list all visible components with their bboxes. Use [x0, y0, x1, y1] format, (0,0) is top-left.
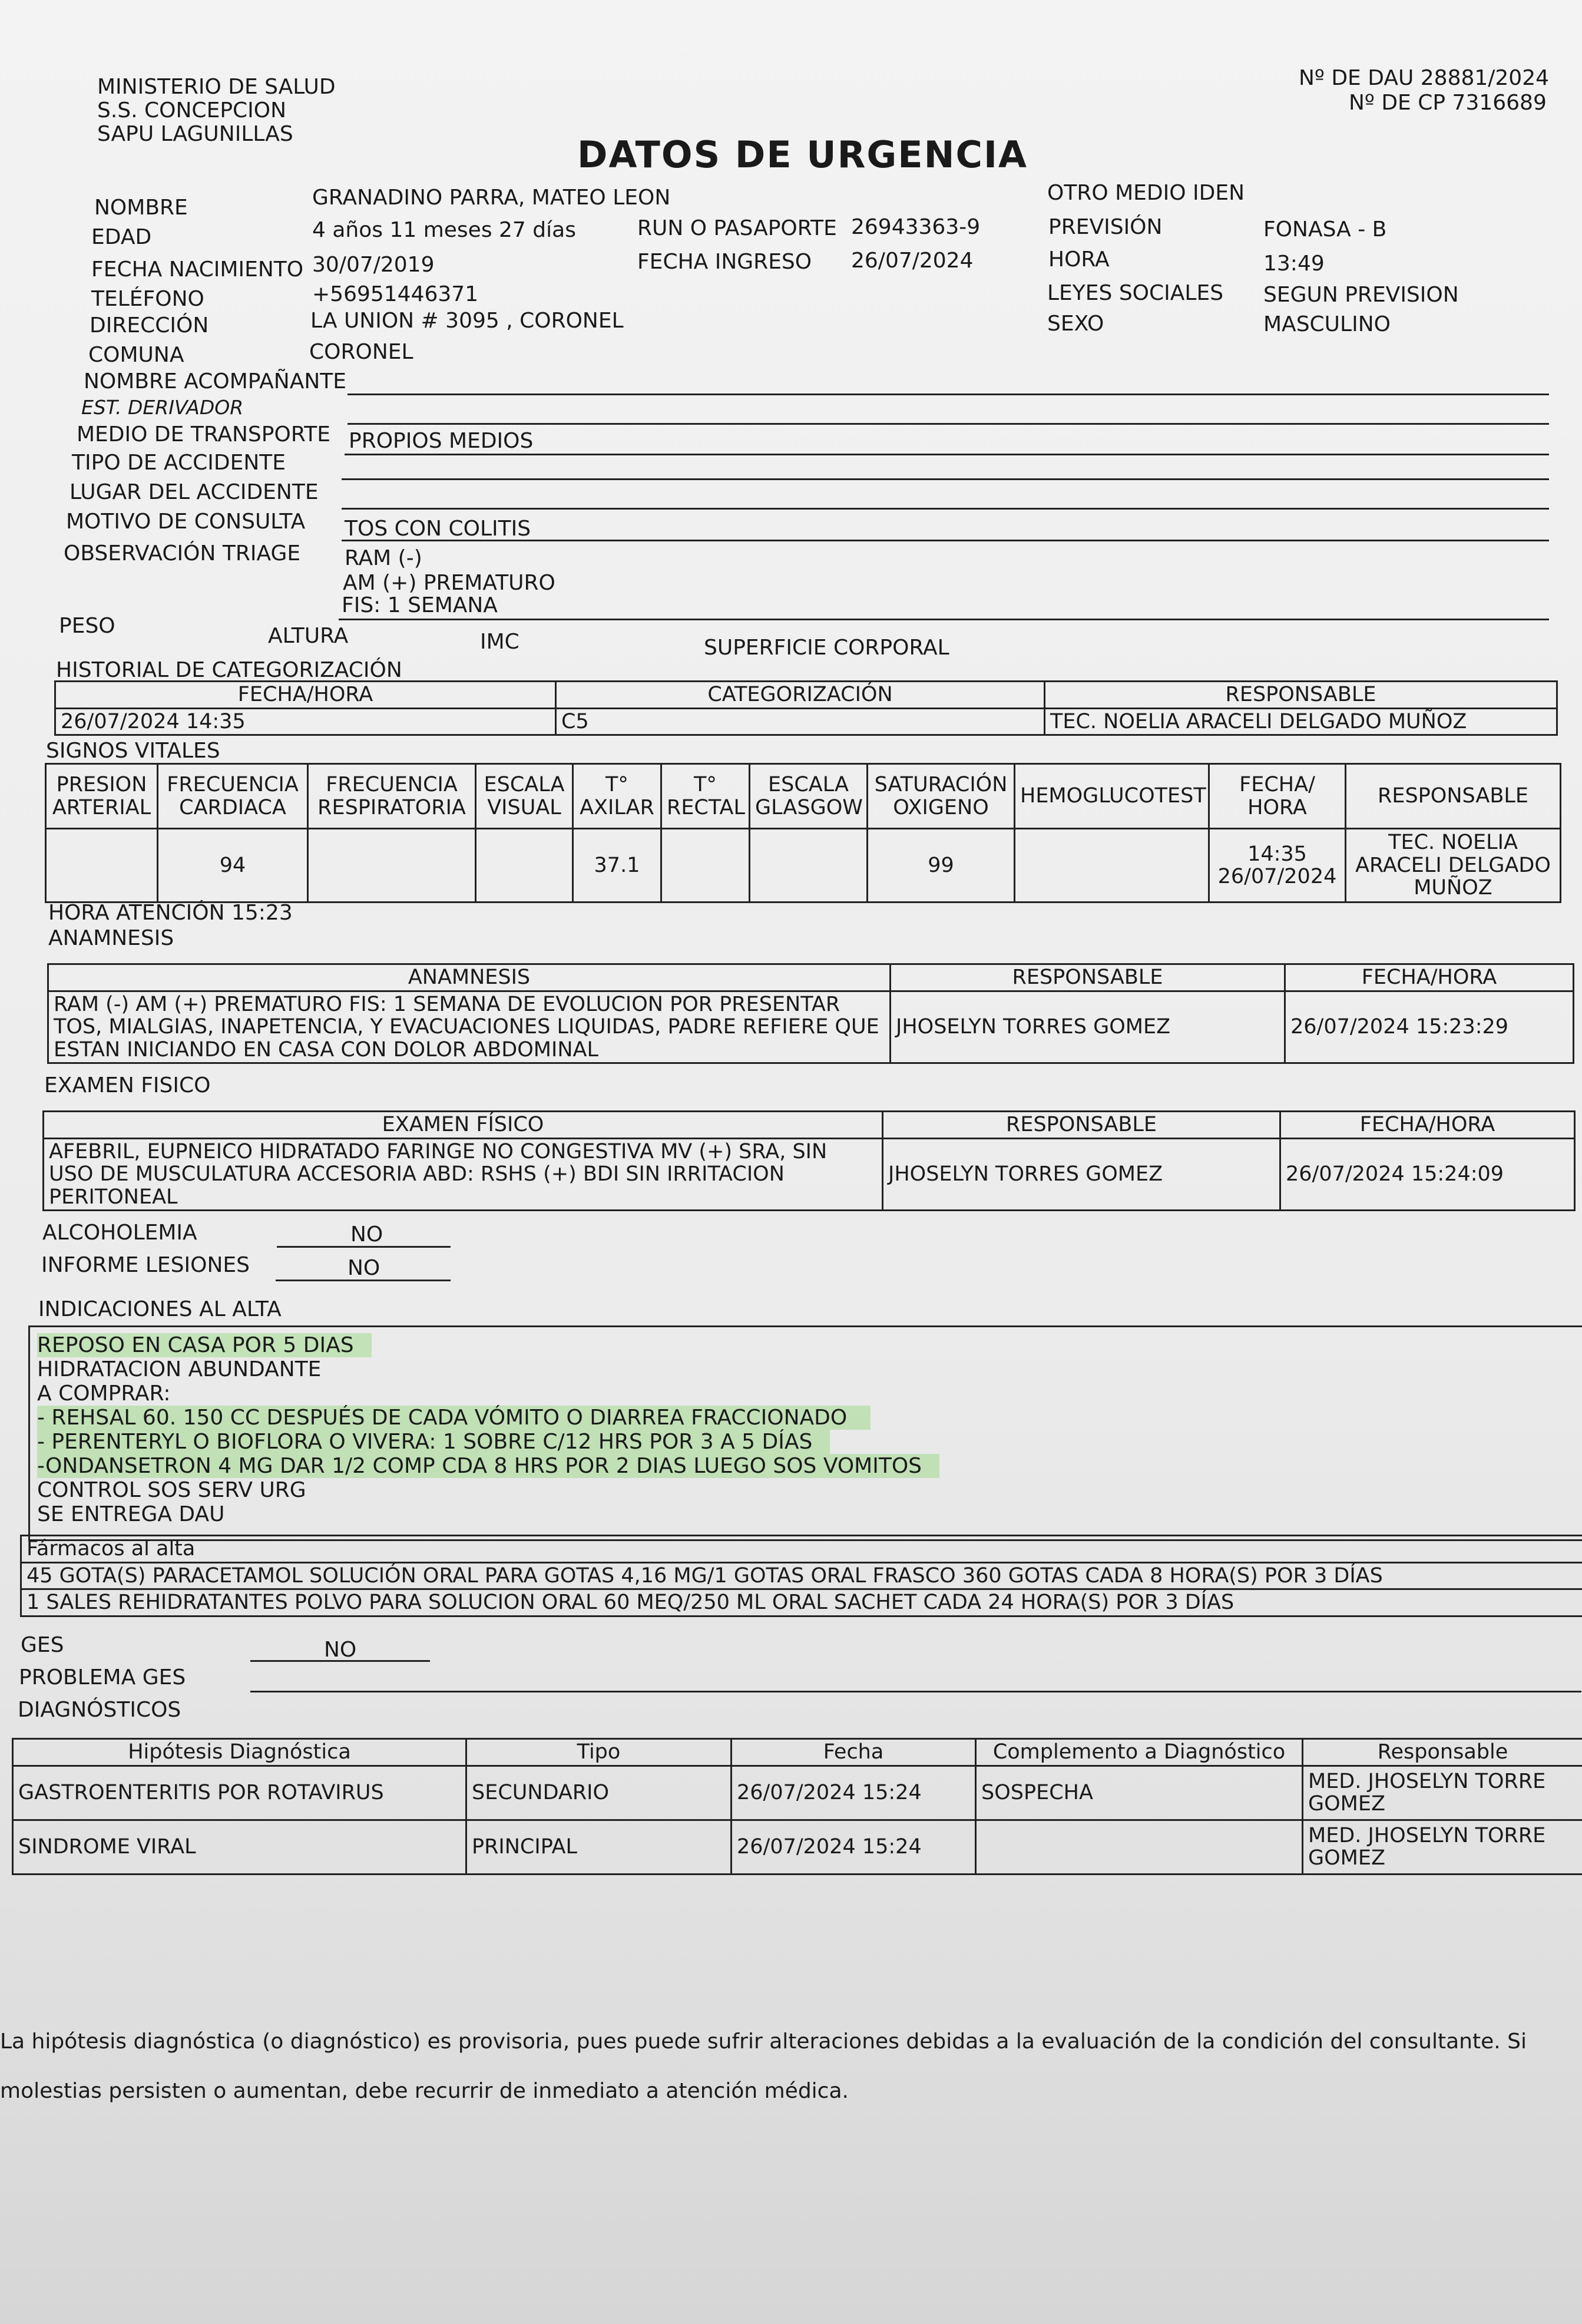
cp-number: Nº DE CP 7316689: [1349, 91, 1547, 115]
sv-header-glasgow: ESCALA GLASGOW: [750, 764, 868, 829]
leyes-value: SEGUN PREVISION: [1263, 283, 1459, 307]
sv-header-presion: PRESION ARTERIAL: [46, 764, 158, 829]
examen-table: [42, 1110, 1576, 1211]
categorizacion-section: HISTORIAL DE CATEGORIZACIÓN: [56, 658, 402, 682]
cat-header-cat: CATEGORIZACIÓN: [556, 682, 1045, 709]
alcoholemia-label: ALCOHOLEMIA: [42, 1221, 197, 1245]
triage-line-3: FIS: 1 SEMANA: [342, 593, 498, 617]
hora-atencion: HORA ATENCIÓN 15:23: [48, 901, 293, 925]
fnac-label: FECHA NACIMIENTO: [91, 257, 304, 282]
derivador-label: EST. DERIVADOR: [81, 396, 244, 419]
farmacos-table: [20, 1535, 1582, 1617]
transporte-line: [345, 454, 1549, 455]
run-value: 26943363-9: [851, 215, 981, 239]
sv-header-fc: FRECUENCIA CARDIACA: [158, 764, 308, 829]
indicacion-7: CONTROL SOS SERV URG: [37, 1478, 306, 1502]
sexo-label: SEXO: [1047, 312, 1104, 336]
triage-line-1: RAM (-): [345, 546, 422, 570]
altura-label: ALTURA: [268, 624, 349, 648]
diag-1-hip: GASTROENTERITIS POR ROTAVIRUS: [13, 1766, 466, 1820]
ss-label: S.S. CONCEPCION: [97, 98, 287, 123]
anam-header-fecha: FECHA/HORA: [1285, 964, 1574, 991]
ges-value: NO: [324, 1638, 357, 1662]
sv-presion: [46, 829, 158, 903]
direccion-value: LA UNION # 3095 , CORONEL: [310, 309, 624, 333]
otro-medio-label: OTRO MEDIO IDEN: [1047, 181, 1245, 205]
triage-line: [339, 619, 1549, 620]
lesiones-label: INFORME LESIONES: [41, 1253, 250, 1277]
sv-fecha-hora: 14:35: [1247, 842, 1307, 866]
diag-2-fecha: 26/07/2024 15:24: [732, 1820, 976, 1874]
alcoholemia-value: NO: [350, 1222, 383, 1247]
problema-ges-label: PROBLEMA GES: [19, 1665, 186, 1690]
direccion-label: DIRECCIÓN: [90, 313, 209, 338]
cat-header-resp: RESPONSABLE: [1045, 682, 1557, 709]
indicacion-4: - REHSAL 60. 150 CC DESPUÉS DE CADA VÓMITO O DIARREA FRACCIONADO: [37, 1406, 871, 1430]
sv-header-fecha: FECHA/ HORA: [1209, 764, 1346, 829]
sv-header-visual: ESCALA VISUAL: [476, 764, 573, 829]
sv-fc: 94: [158, 829, 308, 903]
sv-header-hgt: HEMOGLUCOTEST: [1015, 764, 1209, 829]
alcoholemia-line: [277, 1246, 451, 1248]
acompanante-label: NOMBRE ACOMPAÑANTE: [84, 369, 347, 394]
lesiones-line: [276, 1280, 451, 1281]
diag-header-comp: Complemento a Diagnóstico: [976, 1739, 1303, 1766]
anam-resp: JHOSELYN TORRES GOMEZ: [891, 991, 1285, 1063]
sv-fecha-dia: 26/07/2024: [1217, 865, 1337, 888]
table-row: [13, 1766, 1582, 1820]
motivo-label: MOTIVO DE CONSULTA: [66, 510, 306, 534]
ministry-label: MINISTERIO DE SALUD: [97, 75, 336, 99]
sv-fr: [308, 829, 476, 903]
sv-resp: TEC. NOELIA ARACELI DELGADO MUÑOZ: [1346, 829, 1561, 903]
sexo-value: MASCULINO: [1263, 312, 1391, 336]
imc-label: IMC: [480, 630, 519, 654]
transporte-label: MEDIO DE TRANSPORTE: [77, 422, 330, 447]
edad-label: EDAD: [91, 225, 152, 249]
page-title: DATOS DE URGENCIA: [577, 133, 1028, 176]
indicaciones-section: INDICACIONES AL ALTA: [38, 1297, 282, 1321]
diagnosticos-section: DIAGNÓSTICOS: [18, 1698, 181, 1722]
unit-label: SAPU LAGUNILLAS: [97, 122, 293, 146]
diag-1-resp: MED. JHOSELYN TORRE GOMEZ: [1303, 1766, 1582, 1820]
diag-header-hip: Hipótesis Diagnóstica: [13, 1739, 466, 1766]
exam-header-resp: RESPONSABLE: [883, 1112, 1280, 1139]
footer-line-2: molestias persisten o aumentan, debe recurrir de inmediato a atención médica.: [0, 2079, 849, 2103]
anam-header-resp: RESPONSABLE: [891, 964, 1285, 991]
diag-2-comp: [976, 1820, 1303, 1874]
diag-2-hip: SINDROME VIRAL: [13, 1820, 466, 1874]
sv-sat: 99: [868, 829, 1015, 903]
indicaciones-box: [28, 1325, 1582, 1541]
nombre-value: GRANADINO PARRA, MATEO LEON: [312, 186, 671, 210]
exam-header-fecha: FECHA/HORA: [1280, 1112, 1575, 1139]
signos-section: SIGNOS VITALES: [46, 739, 220, 763]
indicacion-6: -ONDANSETRON 4 MG DAR 1/2 COMP CDA 8 HRS POR 2 DIAS LUEGO SOS VOMITOS: [37, 1454, 939, 1478]
sv-hgt: [1015, 829, 1209, 903]
fnac-value: 30/07/2019: [312, 253, 435, 277]
sv-header-axilar: T° AXILAR: [573, 764, 661, 829]
examen-section: EXAMEN FISICO: [44, 1073, 211, 1097]
sv-fecha: [1209, 829, 1346, 903]
indicacion-2: HIDRATACION ABUNDANTE: [37, 1357, 322, 1381]
ingreso-label: FECHA INGRESO: [637, 250, 812, 274]
categorizacion-table: [54, 680, 1558, 736]
anam-fecha: 26/07/2024 15:23:29: [1285, 991, 1574, 1063]
ingreso-value: 26/07/2024: [851, 249, 974, 273]
anamnesis-table: [47, 963, 1574, 1064]
indicacion-5: - PERENTERYL O BIOFLORA O VIVERA: 1 SOBRE C/12 HRS POR 3 A 5 DÍAS: [37, 1430, 830, 1454]
exam-fecha: 26/07/2024 15:24:09: [1280, 1138, 1575, 1211]
transporte-value: PROPIOS MEDIOS: [349, 429, 534, 453]
indicacion-3: A COMPRAR:: [37, 1381, 171, 1406]
lugar-accidente-label: LUGAR DEL ACCIDENTE: [69, 480, 319, 504]
comuna-label: COMUNA: [88, 343, 184, 367]
diag-header-resp: Responsable: [1303, 1739, 1582, 1766]
sv-glasgow: [750, 829, 868, 903]
prevision-label: PREVISIÓN: [1048, 215, 1163, 239]
diag-header-fecha: Fecha: [732, 1739, 976, 1766]
anam-text: RAM (-) AM (+) PREMATURO FIS: 1 SEMANA DE EVOLUCION POR PRESENTAR TOS, MIALGIAS, INAPETENCIA, Y EVACUACIONES LIQUIDAS, PADRE REFIERE QUE ESTAN INICIANDO EN CASA CON DOLOR ABDOMINAL: [48, 991, 891, 1063]
tipo-accidente-label: TIPO DE ACCIDENTE: [72, 451, 286, 475]
telefono-value: +56951446371: [312, 282, 479, 306]
sv-header-sat: SATURACIÓN OXIGENO: [868, 764, 1015, 829]
ges-label: GES: [21, 1633, 64, 1657]
indicacion-1: REPOSO EN CASA POR 5 DIAS: [37, 1333, 372, 1357]
diag-1-comp: SOSPECHA: [976, 1766, 1303, 1820]
farmacos-label: Fármacos al alta: [21, 1536, 1582, 1563]
exam-resp: JHOSELYN TORRES GOMEZ: [883, 1138, 1280, 1211]
diag-2-tipo: PRINCIPAL: [466, 1820, 732, 1874]
problema-ges-line: [250, 1691, 1581, 1692]
sv-axilar: 37.1: [573, 829, 661, 903]
lugar-accidente-line: [342, 508, 1549, 510]
cat-fecha: 26/07/2024 14:35: [55, 708, 556, 735]
comuna-value: CORONEL: [309, 340, 413, 364]
diag-1-tipo: SECUNDARIO: [466, 1766, 732, 1820]
footer-line-1: La hipótesis diagnóstica (o diagnóstico) es provisoria, pues puede sufrir alteraciones debidas a la evaluación de la condición del consultante. Si: [0, 2029, 1527, 2054]
farmaco-2: 1 SALES REHIDRATANTES POLVO PARA SOLUCION ORAL 60 MEQ/250 ML ORAL SACHET CADA 24 HORA(S) POR 3 DÍAS: [21, 1589, 1582, 1616]
motivo-line: [342, 540, 1549, 541]
sv-rectal: [661, 829, 750, 903]
anam-header: ANAMNESIS: [48, 964, 891, 991]
sv-header-resp: RESPONSABLE: [1346, 764, 1561, 829]
table-row: [13, 1820, 1582, 1874]
telefono-label: TELÉFONO: [91, 287, 204, 311]
sv-visual: [476, 829, 573, 903]
nombre-label: NOMBRE: [94, 196, 188, 220]
derivador-line: [347, 423, 1549, 425]
leyes-label: LEYES SOCIALES: [1047, 281, 1224, 305]
farmaco-1: 45 GOTA(S) PARACETAMOL SOLUCIÓN ORAL PARA GOTAS 4,16 MG/1 GOTAS ORAL FRASCO 360 GOTAS CADA 8 HORA(S) POR 3 DÍAS: [21, 1562, 1582, 1589]
anamnesis-section: ANAMNESIS: [48, 926, 174, 950]
peso-label: PESO: [59, 614, 115, 638]
prevision-value: FONASA - B: [1263, 217, 1387, 242]
signos-table: [45, 763, 1561, 903]
triage-line-2: AM (+) PREMATURO: [343, 571, 555, 595]
diagnosticos-table: [12, 1738, 1582, 1875]
sv-header-fr: FRECUENCIA RESPIRATORIA: [308, 764, 476, 829]
cat-header-fecha: FECHA/HORA: [55, 682, 556, 709]
diag-2-resp: MED. JHOSELYN TORRE GOMEZ: [1303, 1820, 1582, 1874]
exam-header: EXAMEN FÍSICO: [44, 1112, 883, 1139]
diag-1-fecha: 26/07/2024 15:24: [732, 1766, 976, 1820]
lesiones-value: NO: [347, 1256, 380, 1280]
triage-label: OBSERVACIÓN TRIAGE: [64, 541, 301, 566]
superficie-label: SUPERFICIE CORPORAL: [704, 636, 949, 660]
tipo-accidente-line: [342, 478, 1549, 480]
edad-value: 4 años 11 meses 27 días: [312, 218, 576, 242]
motivo-value: TOS CON COLITIS: [345, 517, 531, 541]
indicaciones-list: [37, 1333, 939, 1526]
hora-label: HORA: [1048, 247, 1110, 272]
exam-text: AFEBRIL, EUPNEICO HIDRATADO FARINGE NO CONGESTIVA MV (+) SRA, SIN USO DE MUSCULATURA ACCESORIA ABD: RSHS (+) BDI SIN IRRITACION PERITONEAL: [44, 1138, 883, 1211]
cat-value: C5: [556, 708, 1045, 735]
diag-header-tipo: Tipo: [466, 1739, 732, 1766]
ges-line: [250, 1660, 430, 1662]
acompanante-line: [347, 394, 1549, 395]
run-label: RUN O PASAPORTE: [637, 216, 837, 240]
dau-number: Nº DE DAU 28881/2024: [1299, 66, 1550, 90]
indicacion-8: SE ENTREGA DAU: [37, 1502, 225, 1526]
cat-resp: TEC. NOELIA ARACELI DELGADO MUÑOZ: [1045, 708, 1557, 735]
sv-header-rectal: T° RECTAL: [661, 764, 750, 829]
hora-value: 13:49: [1263, 252, 1325, 276]
